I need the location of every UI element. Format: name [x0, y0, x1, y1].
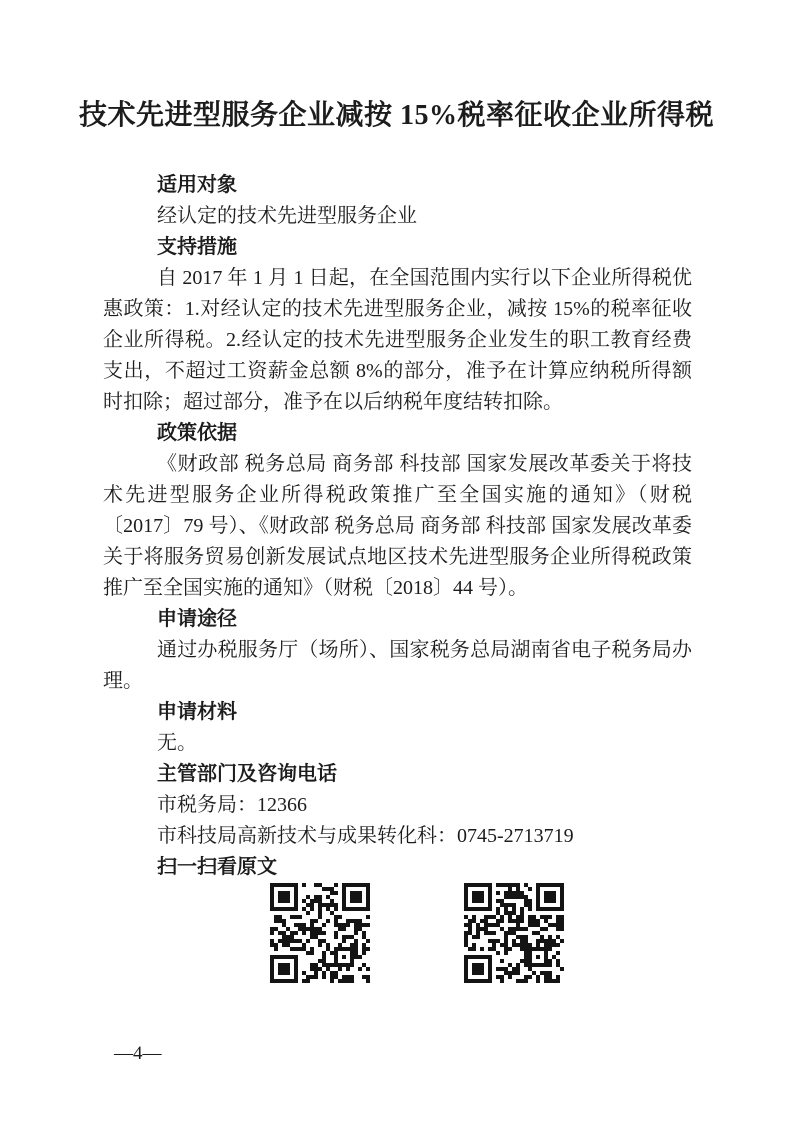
document-title: 技术先进型服务企业减按 15%税率征收企业所得税: [78, 100, 714, 131]
qr-code-icon: [464, 883, 564, 983]
section-heading-scan-qr: 扫一扫看原文: [157, 856, 277, 878]
section-application-materials: [103, 697, 692, 759]
contact-science-bureau: 市科技局高新技术与成果转化科：0745-2713719: [157, 825, 574, 847]
page-number: —4—: [114, 1043, 162, 1064]
section-department-contacts: [103, 759, 692, 852]
section-paragraph: 经认定的技术先进型服务企业: [157, 205, 417, 227]
section-paragraph: 通过办税服务厅（场所）、国家税务总局湖南省电子税务局办理。: [103, 639, 692, 692]
section-heading-application-materials: 申请材料: [157, 701, 237, 723]
section-scan-qr: [103, 852, 692, 883]
section-application-channel: [103, 604, 692, 697]
section-paragraph: 无。: [157, 732, 197, 754]
section-heading-application-channel: 申请途径: [157, 608, 237, 630]
document-body: [103, 170, 692, 883]
section-applicable-objects: [103, 170, 692, 232]
section-heading-department-contacts: 主管部门及咨询电话: [157, 763, 337, 785]
section-paragraph: 《财政部 税务总局 商务部 科技部 国家发展改革委关于将技术先进型服务企业所得税政策推广至全国实施的通知》（财税〔2017〕79 号）、《财政部 税务总局 商务部 科技部 国家发展改革委关于将服务贸易创新发展试点地区技术先进型服务企业所得税政策推广至全国实施的通知》（财税〔2018〕44 号）。: [103, 453, 692, 599]
section-heading-policy-basis: 政策依据: [157, 422, 237, 444]
qr-code-icon: [270, 883, 370, 983]
section-policy-basis: [103, 418, 692, 604]
section-paragraph: 自 2017 年 1 月 1 日起，在全国范围内实行以下企业所得税优惠政策：1.对经认定的技术先进型服务企业，减按 15%的税率征收企业所得税。2.经认定的技术先进型服务企业发生的职工教育经费支出，不超过工资薪金总额 8%的部分，准予在计算应纳税所得额时扣除；超过部分，准予在以后纳税年度结转扣除。: [103, 267, 692, 413]
section-heading-applicable-objects: 适用对象: [157, 174, 237, 196]
section-heading-support-measures: 支持措施: [157, 236, 237, 258]
section-support-measures: [103, 232, 692, 418]
contact-tax-bureau: 市税务局：12366: [157, 794, 307, 816]
